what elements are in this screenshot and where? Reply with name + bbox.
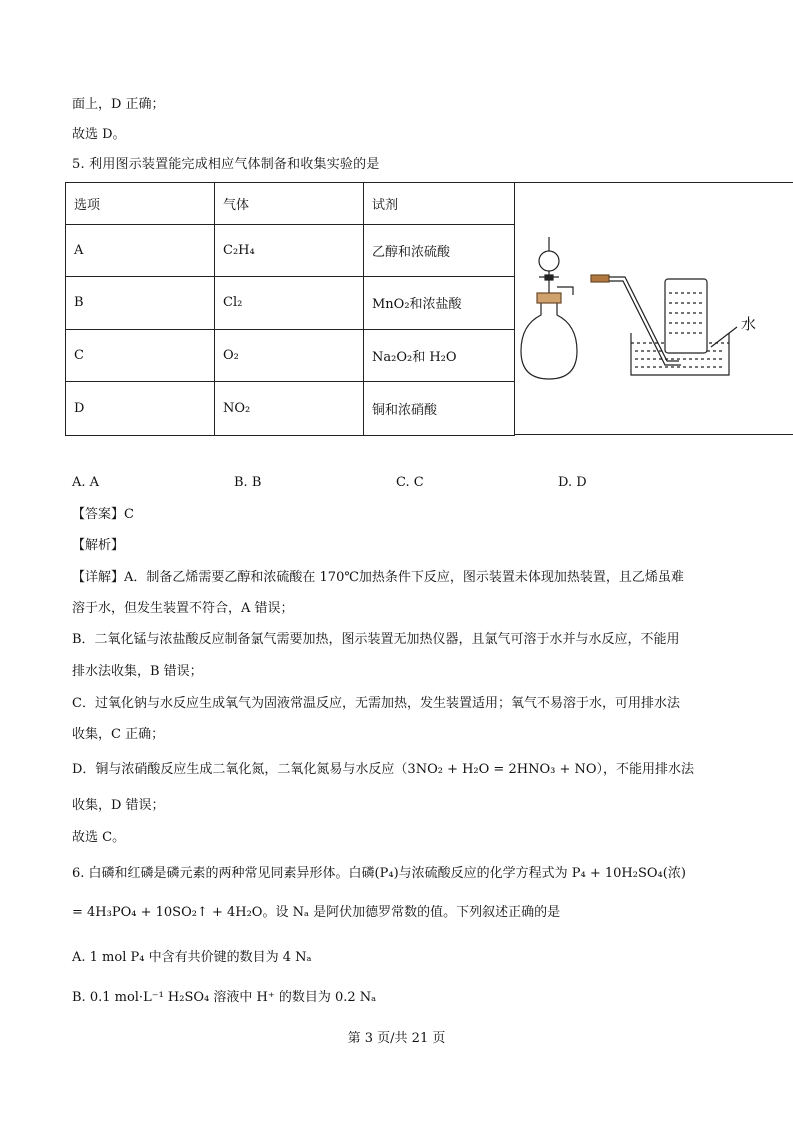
row-reagent: 铜和浓硝酸 (364, 381, 515, 435)
explain-line: 收集，C 正确； (72, 727, 165, 742)
explain-line: B．二氧化锰与浓盐酸反应制备氯气需要加热，图示装置无加热仪器，且氯气可溶于水并与水反应，不能用 (72, 632, 680, 647)
table-row (66, 329, 515, 381)
header-reagent: 试剂 (364, 183, 515, 225)
row-reagent: Na₂O₂和 H₂O (364, 329, 515, 381)
choice-d: D. D (558, 475, 587, 490)
row-option: B (66, 277, 215, 329)
explain-line: 溶于水，但发生装置不符合，A 错误； (72, 601, 294, 616)
explain-line: 收集，D 错误； (72, 798, 165, 813)
explain-line: 【详解】A．制备乙烯需要乙醇和浓硫酸在 170℃加热条件下反应，图示装置未体现加热装置，且乙烯虽难 (72, 570, 684, 585)
row-option: A (66, 225, 215, 277)
header-gas: 气体 (215, 183, 364, 225)
row-reagent: MnO₂和浓盐酸 (364, 277, 515, 329)
choice-a: A. A (72, 475, 100, 490)
explain-line: D．铜与浓硝酸反应生成二氧化氮，二氧化氮易与水反应（3NO₂ + H₂O = 2HNO₃ + NO），不能用排水法 (72, 762, 695, 777)
apparatus-figure-cell (515, 182, 793, 435)
water-label: 水 (741, 315, 757, 333)
options-table (65, 182, 515, 436)
row-gas: NO₂ (215, 381, 364, 435)
page-footer: 第 3 页/共 21 页 (347, 1031, 446, 1046)
row-option: D (66, 381, 215, 435)
text-line: 故选 D。 (72, 127, 126, 142)
explain-line: 排水法收集，B 错误； (72, 664, 203, 679)
question-6-stem-cont: = 4H₃PO₄ + 10SO₂↑ + 4H₂O。设 Nₐ 是阿伏加德罗常数的值。下列叙述正确的是 (72, 905, 561, 920)
answer-line: 【答案】C (72, 507, 134, 522)
text-line: 面上，D 正确； (72, 97, 165, 112)
question-5-stem: 5. 利用图示装置能完成相应气体制备和收集实验的是 (72, 157, 380, 172)
question-5-choices (72, 475, 732, 493)
table-row (66, 277, 515, 329)
row-reagent: 乙醇和浓硫酸 (364, 225, 515, 277)
row-option: C (66, 329, 215, 381)
choice-b: B. B (234, 475, 262, 490)
question-6-option-a: A. 1 mol P₄ 中含有共价键的数目为 4 Nₐ (72, 950, 312, 965)
table-row (66, 381, 515, 435)
explain-line: 故选 C。 (72, 830, 126, 845)
gas-apparatus-diagram (515, 183, 793, 434)
row-gas: O₂ (215, 329, 364, 381)
table-row (66, 225, 515, 277)
choice-c: C. C (396, 475, 424, 490)
row-gas: Cl₂ (215, 277, 364, 329)
table-header-row (66, 183, 515, 225)
question-6-stem: 6. 白磷和红磷是磷元素的两种常见同素异形体。白磷(P₄)与浓硫酸反应的化学方程式为 P₄ + 10H₂SO₄(浓) (72, 866, 686, 881)
question-6-option-b: B. 0.1 mol·L⁻¹ H₂SO₄ 溶液中 H⁺ 的数目为 0.2 Nₐ (72, 990, 377, 1005)
row-gas: C₂H₄ (215, 225, 364, 277)
analysis-title: 【解析】 (72, 538, 125, 553)
explain-line: C．过氧化钠与水反应生成氧气为固液常温反应，无需加热，发生装置适用；氧气不易溶于水，可用排水法 (72, 696, 680, 711)
header-option: 选项 (66, 183, 215, 225)
